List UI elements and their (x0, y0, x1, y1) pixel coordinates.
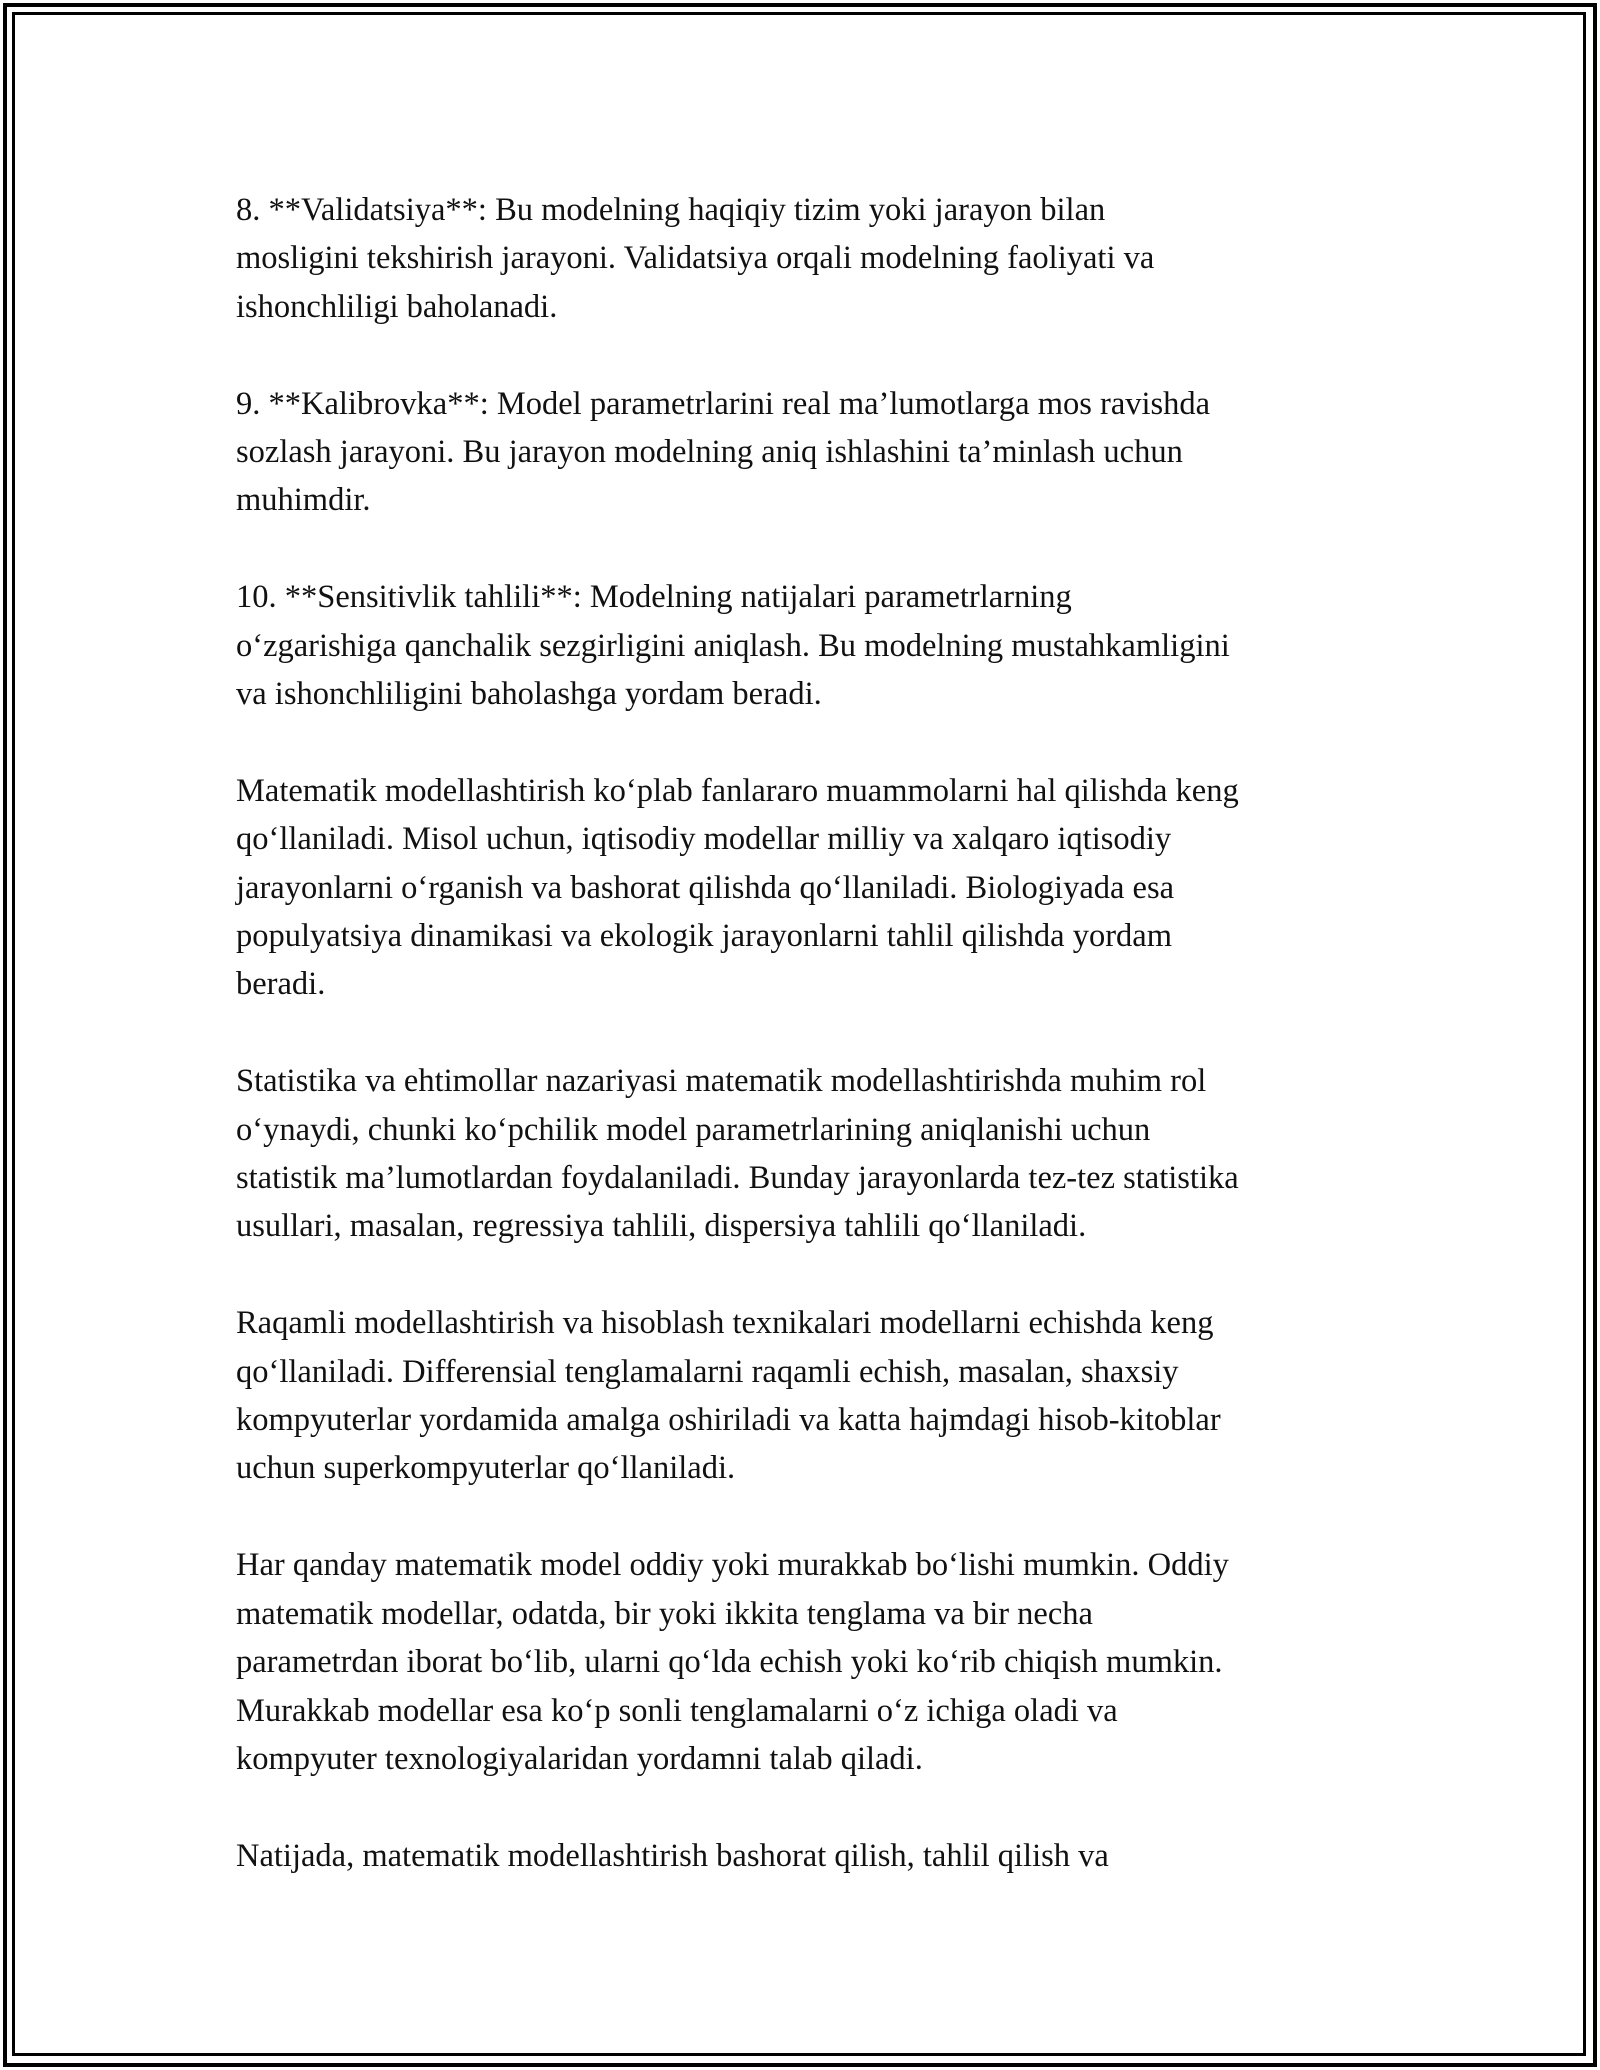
text-line: sozlash jarayoni. Bu jarayon modelning aniq ishlashini ta’minlash uchun (236, 434, 1183, 471)
paragraph-sensitivlik (236, 573, 1386, 718)
text-line: uchun superkompyuterlar qo‘llaniladi. (236, 1450, 736, 1487)
paragraph-applications (236, 767, 1386, 1009)
text-line: muhimdir. (236, 482, 371, 519)
text-line: statistik ma’lumotlardan foydalaniladi. Bunday jarayonlarda tez-tez statistika (236, 1160, 1239, 1197)
text-line: usullari, masalan, regressiya tahlili, dispersiya tahlili qo‘llaniladi. (236, 1208, 1087, 1245)
text-line: 10. **Sensitivlik tahlili**: Modelning natijalari parametrlarning (236, 579, 1072, 616)
paragraph-natijada (236, 1832, 1386, 1880)
text-line: ishonchliligi baholanadi. (236, 288, 558, 325)
document-body (236, 186, 1386, 1929)
text-line: kompyuterlar yordamida amalga oshiriladi va katta hajmdagi hisob-kitoblar (236, 1402, 1221, 1439)
text-line: qo‘llaniladi. Misol uchun, iqtisodiy modellar milliy va xalqaro iqtisodiy (236, 821, 1172, 858)
paragraph-raqamli (236, 1299, 1386, 1493)
text-line: 9. **Kalibrovka**: Model parametrlarini real ma’lumotlarga mos ravishda (236, 385, 1211, 422)
text-line: beradi. (236, 966, 326, 1003)
text-line: jarayonlarni o‘rganish va bashorat qilishda qo‘llaniladi. Biologiyada esa (236, 869, 1175, 906)
paragraph-murakkab (236, 1541, 1386, 1783)
text-line: Har qanday matematik model oddiy yoki murakkab bo‘lishi mumkin. Oddiy (236, 1547, 1229, 1584)
text-line: o‘ynaydi, chunki ko‘pchilik model parametrlarining aniqlanishi uchun (236, 1111, 1151, 1148)
paragraph-validatsiya (236, 186, 1386, 331)
text-line: Natijada, matematik modellashtirish bashorat qilish, tahlil qilish va (236, 1837, 1109, 1874)
text-line: matematik modellar, odatda, bir yoki ikkita tenglama va bir necha (236, 1595, 1093, 1632)
text-line: 8. **Validatsiya**: Bu modelning haqiqiy tizim yoki jarayon bilan (236, 192, 1106, 228)
text-line: Murakkab modellar esa ko‘p sonli tenglamalarni o‘z ichiga oladi va (236, 1692, 1118, 1729)
text-line: o‘zgarishiga qanchalik sezgirligini aniqlash. Bu modelning mustahkamligini (236, 627, 1230, 664)
text-line: populyatsiya dinamikasi va ekologik jarayonlarni tahlil qilishda yordam (236, 918, 1172, 955)
text-line: parametrdan iborat bo‘lib, ularni qo‘lda echish yoki ko‘rib chiqish mumkin. (236, 1644, 1223, 1681)
text-line: kompyuter texnologiyalaridan yordamni talab qiladi. (236, 1740, 923, 1777)
text-line: va ishonchliligini baholashga yordam beradi. (236, 676, 822, 713)
paragraph-kalibrovka (236, 380, 1386, 525)
paragraph-statistika (236, 1057, 1386, 1251)
text-line: Statistika va ehtimollar nazariyasi matematik modellashtirishda muhim rol (236, 1063, 1207, 1100)
text-line: Raqamli modellashtirish va hisoblash texnikalari modellarni echishda keng (236, 1305, 1214, 1342)
text-line: qo‘llaniladi. Differensial tenglamalarni raqamli echish, masalan, shaxsiy (236, 1353, 1179, 1390)
text-line: mosligini tekshirish jarayoni. Validatsiya orqali modelning faoliyati va (236, 240, 1155, 277)
text-line: Matematik modellashtirish ko‘plab fanlararo muammolarni hal qilishda keng (236, 772, 1239, 809)
